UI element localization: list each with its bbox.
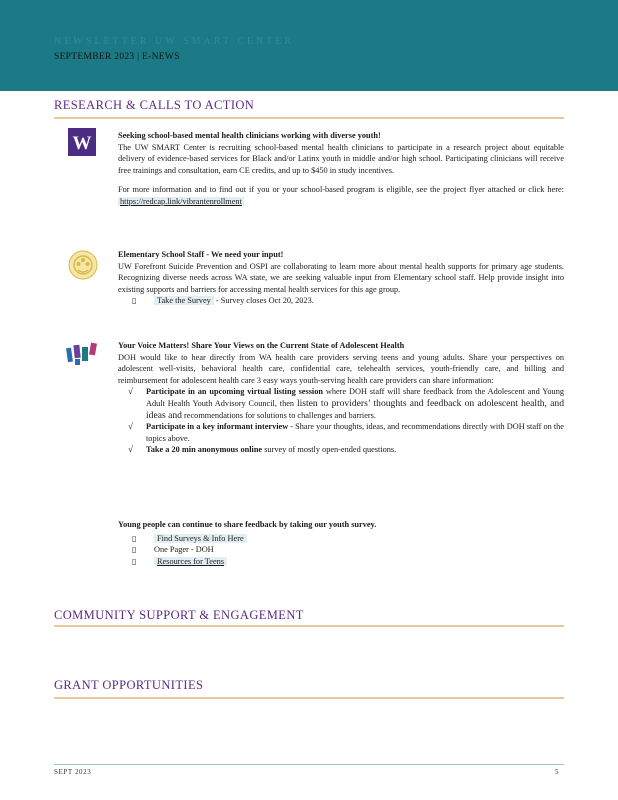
youth-links-list [132,533,564,568]
article-title: Your Voice Matters! Share Your Views on the Current State of Adolescent Health [118,341,405,350]
forefront-logo-icon [68,250,98,280]
section-rule [54,117,564,119]
item-bold: Participate in a key informant interview [146,422,289,432]
redcap-link[interactable]: https://redcap.link/vibrantenrollment [120,196,242,206]
survey-close-date: - Survey closes Oct 20, 2023. [213,296,314,306]
article-title: Seeking school-based mental health clinicians working with diverse youth! [118,131,381,140]
resources-for-teens-link[interactable]: Resources for Teens [154,557,227,566]
banner-faint-text: NEWSLETTER UW SMART CENTER [54,36,295,47]
youth-survey-title: Young people can continue to share feedback by taking our youth survey. [118,520,377,529]
list-item [132,544,564,556]
more-info-text: For more information and to find out if you or your school-based program is eligible, see the project flyer attached or click here: [118,185,564,195]
take-survey-link[interactable]: Take the Survey [154,296,214,305]
section-rule [54,625,564,627]
participation-list [128,386,564,456]
survey-list [132,295,564,307]
banner-subtitle: SEPTEMBER 2023 | E-NEWS [54,52,180,62]
item-text: - Share your thoughts, ideas, and recommendations directly with DOH staff on the topics above. [146,422,564,443]
item-text-large: listen to providers’ thoughts and feedback on adolescent health, and ideas and [146,397,564,421]
article-title: Elementary School Staff - We need your input! [118,250,284,259]
uw-logo-icon [68,128,96,156]
item-bold: Participate in an upcoming virtual listing session [146,387,324,397]
item-text-end: recommendations for solutions to challenges and barriers. [181,410,376,420]
list-item [132,533,564,545]
section-heading-community: COMMUNITY SUPPORT & ENGAGEMENT [54,608,304,622]
article-clinicians [118,130,564,208]
list-item [132,295,564,307]
doh-logo-icon [66,340,100,366]
section-heading-research: RESEARCH & CALLS TO ACTION [54,98,255,112]
one-pager-link[interactable]: One Pager - DOH [154,545,214,555]
article-adolescent-health [118,340,564,456]
footer-rule [54,764,564,765]
article-body: UW Forefront Suicide Prevention and OSPI are collaborating to learn more about mental health supports for primary age students. Recognizing diverse needs across WA state, we are seeking valuable input from Elementary school staff. Help provide insight into existing supports and barriers for accessing mental health services for this age group. [118,261,564,294]
section-heading-grants: GRANT OPPORTUNITIES [54,678,204,692]
article-elementary [118,249,564,307]
article-body: DOH would like to hear directly from WA health care providers serving teens and young adults. Share your perspectives on adolescent well-visits, behavioral health care, confidential care, telehealth services, youth-friendly care, and billing and reimbursement for adolescent health care 3 easy ways youth-serving health care providers can share information: [118,352,564,385]
section-rule [54,697,564,699]
list-item [132,556,564,568]
header-banner [0,0,618,91]
find-surveys-link[interactable]: Find Surveys & Info Here [154,534,247,543]
article-body: The UW SMART Center is recruiting school-based mental health clinicians to participate in a research project about equitable delivery of evidence-based services for Black and/or Latinx youth in middle and/or high school. Participating clinicians will receive free trainings and consultation, earn CE credits, and up to $450 in study incentives. [118,142,564,175]
list-item [128,444,564,456]
list-item [128,386,564,421]
page-number: 5 [555,768,559,776]
item-text: survey of mostly open-ended questions. [262,445,397,455]
uw-logo-letter: W [72,133,92,154]
article-more-info [118,184,564,207]
youth-survey-block [118,519,564,567]
list-item [128,421,564,444]
item-text: where DOH staff will share feedback from the Adolescent and Young Adult Health Youth Advisory Council, then [146,387,565,408]
item-bold: Take a 20 min anonymous online [146,445,263,455]
footer-date: SEPT 2023 [54,768,92,776]
